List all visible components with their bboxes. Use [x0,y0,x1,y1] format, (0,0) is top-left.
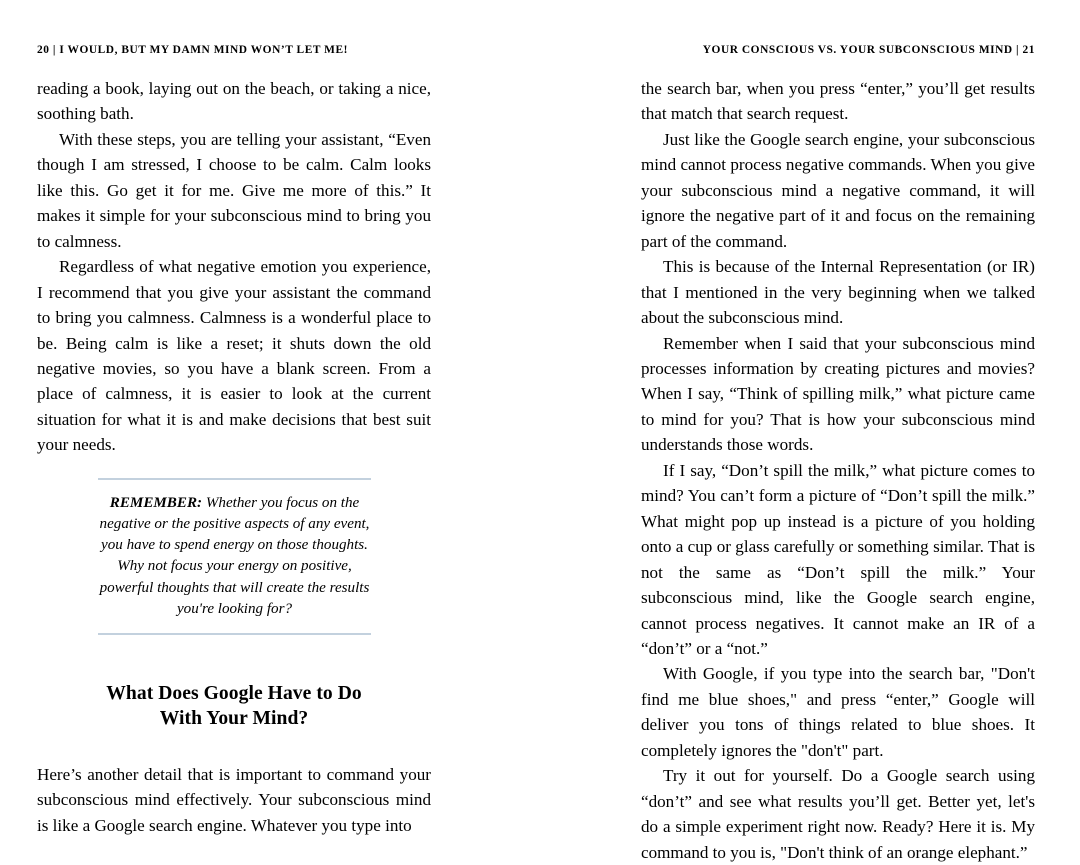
paragraph: Remember when I said that your subconscious mind processes information by creating pictures and movies? When I say, “Think of spilling milk,” what picture came to mind for you? That is how your subconscious mind understands those words. [641,333,1035,455]
text-column-right [641,76,1035,865]
section-heading-line-2: With Your Mind? [159,708,309,730]
text-column-left [37,76,431,838]
remember-callout [98,478,371,635]
paragraph: This is because of the Internal Representation (or IR) that I mentioned in the very beginning when we talked about the subconscious mind. [641,257,1035,328]
running-header-left: 20 | I WOULD, BUT MY DAMN MIND WON’T LET ME! [37,44,348,56]
paragraph: Regardless of what negative emotion you experience, I recommend that you give your assistant the command to bring you calmness. Calmness is a wonderful place to be. Being calm is like a reset; it shuts down the old negative movies, so you have a blank screen. From a place of calmness, it is easier to look at the current situation for what it is and make decisions that best suit your needs. [37,257,431,455]
spacer [37,731,431,762]
running-header-right: YOUR CONSCIOUS VS. YOUR SUBCONSCIOUS MIND | 21 [702,44,1035,56]
callout-label: REMEMBER: [109,494,203,511]
callout-body-text: Whether you focus on the negative or the positive aspects of any event, you have to spend energy on those thoughts. Why not focus your energy on positive, powerful thoughts that will create the results you're looking for? [99,494,370,617]
page-right [540,0,1080,862]
paragraph: With these steps, you are telling your assistant, “Even though I am stressed, I choose to be calm. Calm looks like this. Go get it for me. Give me more of this.” It makes it simple for your subconscious mind to bring you to calmness. [37,129,431,251]
callout-text [98,480,371,633]
spacer [37,635,431,681]
section-heading-line-1: What Does Google Have to Do [106,683,362,705]
paragraph: the search bar, when you press “enter,” you’ll get results that match that search request. [641,79,1035,124]
paragraph: Here’s another detail that is important to command your subconscious mind effectively. Your subconscious mind is like a Google search engine. Whatever you type into [37,765,431,835]
spacer [37,458,431,478]
paragraph: reading a book, laying out on the beach, or taking a nice, soothing bath. [37,79,431,124]
page-left [0,0,540,835]
paragraph: Try it out for yourself. Do a Google search using “don’t” and see what results you’ll get. Better yet, let's do a simple experiment right now. Ready? Here it is. My command to you is, "Don't think of an orange elephant.” [641,766,1035,862]
paragraph: If I say, “Don’t spill the milk,” what picture comes to mind? You can’t form a picture of “Don’t spill the milk.” What might pop up instead is a picture of you holding onto a cup or glass carefully or something similar. That is not the same as “Don’t spill the milk.” Your subconscious mind, like the Google search engine, cannot process negatives. It cannot make an IR of a “don’t” or a “not.” [641,460,1035,658]
section-heading [37,681,431,731]
paragraph: Just like the Google search engine, your subconscious mind cannot process negative commands. When you give your subconscious mind a negative command, it will ignore the negative part of it and focus on the remaining part of the command. [641,129,1035,251]
paragraph: With Google, if you type into the search bar, "Don't find me blue shoes," and press “enter,” Google will deliver you tons of things related to blue shoes. It completely ignores the "don't" part. [641,664,1035,760]
